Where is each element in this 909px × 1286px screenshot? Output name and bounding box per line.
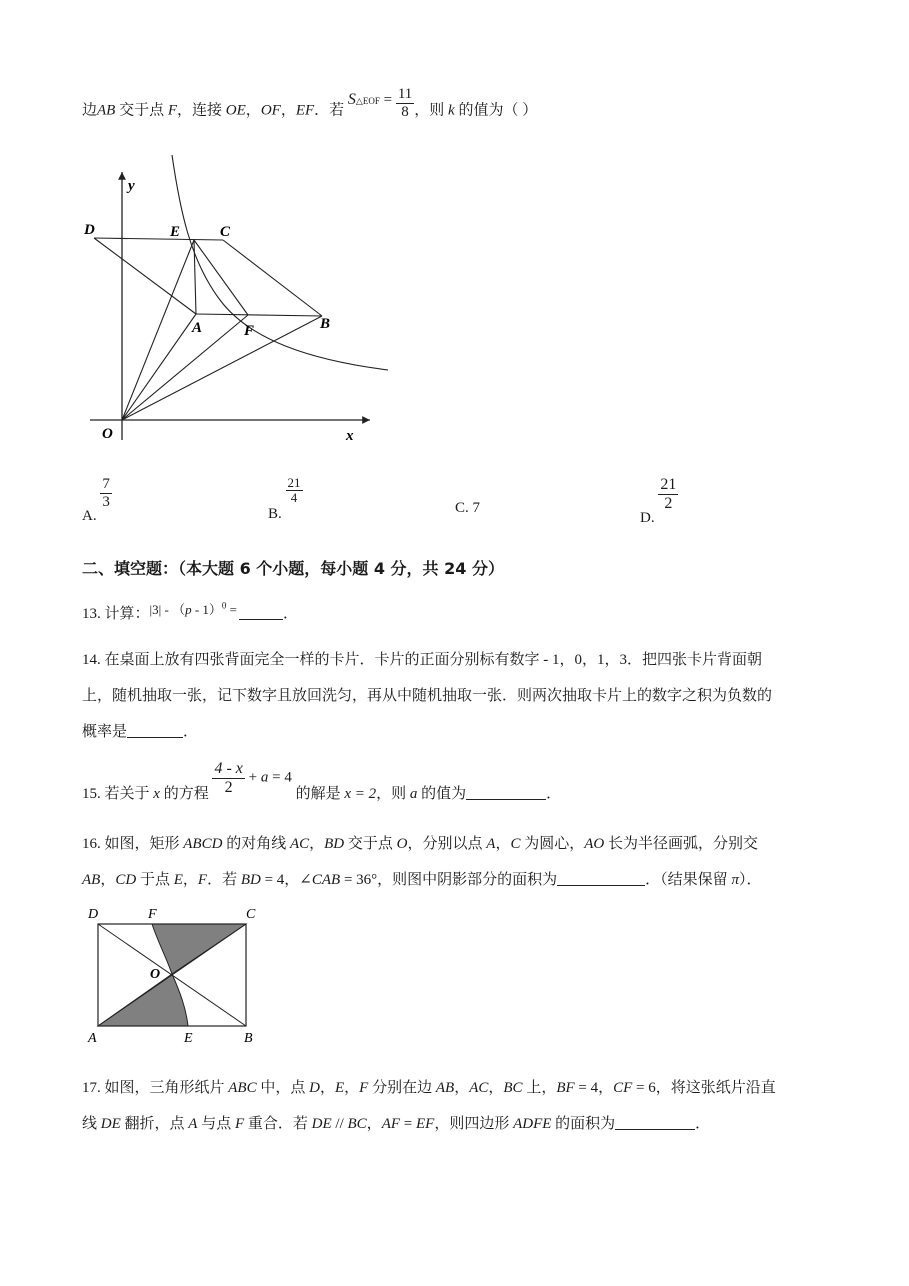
text: ．若 bbox=[207, 872, 241, 888]
segment-bd: BD bbox=[324, 836, 345, 852]
numerator: 7 bbox=[102, 476, 110, 492]
var-a: a bbox=[260, 769, 269, 786]
text: - 1） bbox=[191, 602, 222, 617]
shaded-region-bottom bbox=[98, 974, 188, 1026]
text: 16. 如图，矩形 bbox=[82, 836, 184, 852]
segment-ef: EF bbox=[415, 1116, 435, 1132]
q15-answer-blank[interactable] bbox=[466, 785, 546, 800]
text: 17. 如图，三角形纸片 bbox=[82, 1080, 229, 1096]
segment-ef: EF bbox=[295, 102, 315, 119]
solution: x = 2 bbox=[344, 785, 377, 802]
q17-answer-blank[interactable] bbox=[615, 1115, 695, 1130]
text: ， bbox=[319, 1080, 335, 1096]
text: ，则四边形 bbox=[434, 1116, 514, 1132]
denominator: 2 bbox=[224, 778, 233, 796]
text: ， bbox=[309, 836, 325, 852]
option-c-value: 7 bbox=[472, 500, 481, 516]
text: ， bbox=[245, 102, 261, 119]
segment-ao: AO bbox=[584, 836, 605, 852]
segment-ac: AC bbox=[289, 836, 310, 852]
option-d[interactable] bbox=[640, 476, 678, 526]
text: 交于点 bbox=[115, 102, 168, 119]
label-b: B bbox=[320, 316, 331, 332]
q12-tail-line bbox=[82, 86, 538, 128]
denominator: 8 bbox=[401, 103, 409, 120]
var-x: x bbox=[153, 785, 160, 802]
point-f: F bbox=[234, 1116, 245, 1132]
text: 分别在边 bbox=[368, 1080, 436, 1096]
segment-ab bbox=[196, 314, 322, 316]
option-letter: C. bbox=[455, 500, 469, 516]
text: 的对角线 bbox=[222, 836, 290, 852]
question-15 bbox=[82, 760, 562, 802]
text: ， bbox=[100, 872, 116, 888]
point-e: E bbox=[173, 872, 183, 888]
text: 的面积为 bbox=[551, 1116, 616, 1132]
question-14-line-3 bbox=[82, 720, 198, 741]
label-o: O bbox=[102, 426, 113, 442]
segment-ef bbox=[194, 240, 248, 315]
segment-cf: CF bbox=[613, 1080, 633, 1096]
label-y: y bbox=[128, 178, 135, 194]
var-a: a bbox=[409, 785, 418, 802]
text: 的值为 bbox=[417, 785, 467, 802]
text: = 4， bbox=[574, 1080, 614, 1096]
text: // bbox=[331, 1116, 348, 1132]
pi-symbol: π bbox=[731, 872, 739, 888]
point-f: F bbox=[167, 102, 178, 119]
text: - （ bbox=[161, 602, 186, 617]
point-f: F bbox=[359, 1080, 369, 1096]
point-a: A bbox=[486, 836, 496, 852]
rect-abcd: ABCD bbox=[183, 836, 223, 852]
text: ．若 bbox=[314, 102, 348, 119]
fraction-11-8 bbox=[396, 86, 414, 120]
segment-ab: AB bbox=[97, 102, 116, 119]
point-o: O bbox=[396, 836, 408, 852]
text: 长为半径画弧，分别交 bbox=[604, 836, 758, 852]
question-14-line-1: 14. 在桌面上放有四张背面完全一样的卡片．卡片的正面分别标有数字 - 1，0，1，3．把四张卡片背面朝 bbox=[82, 652, 762, 668]
angle-cab: CAB bbox=[311, 872, 341, 888]
text: 翻折，点 bbox=[120, 1116, 189, 1132]
denominator: 2 bbox=[664, 494, 673, 512]
text: 交于点 bbox=[344, 836, 397, 852]
point-e: E bbox=[334, 1080, 345, 1096]
text: = 6，将这张纸片沿直 bbox=[632, 1080, 776, 1096]
label-d: D bbox=[84, 222, 95, 238]
option-a[interactable] bbox=[82, 476, 112, 525]
segment-ab: AB bbox=[435, 1080, 455, 1096]
q14-answer-blank[interactable] bbox=[127, 723, 183, 738]
text: 的解是 bbox=[291, 785, 345, 802]
shaded-region-top bbox=[152, 924, 246, 974]
area-symbol: S bbox=[347, 91, 356, 109]
text: ， bbox=[344, 1080, 360, 1096]
numerator: 4 - x bbox=[214, 760, 243, 777]
segment-cd: CD bbox=[115, 872, 137, 888]
equals-4: = 4 bbox=[268, 769, 292, 786]
figure-rectangle-arcs bbox=[84, 902, 274, 1048]
denominator: 3 bbox=[102, 493, 110, 510]
text: 为圆心， bbox=[520, 836, 585, 852]
text: 边 bbox=[82, 102, 98, 119]
q15-fraction bbox=[212, 760, 244, 796]
q13-expression bbox=[150, 599, 238, 618]
triangle-abc: ABC bbox=[228, 1080, 257, 1096]
label-f: F bbox=[148, 907, 157, 922]
segment-ob bbox=[122, 316, 322, 420]
option-letter: D. bbox=[640, 509, 655, 526]
figure-hyperbola-parallelogram bbox=[80, 150, 400, 450]
option-letter: B. bbox=[268, 506, 282, 523]
equals: = bbox=[383, 92, 393, 109]
label-c: C bbox=[246, 907, 256, 922]
option-letter: A. bbox=[82, 508, 97, 525]
area-subscript: △EOF bbox=[355, 96, 380, 107]
segment-dc bbox=[94, 238, 223, 240]
point-f: F bbox=[197, 872, 208, 888]
text: 中，点 bbox=[256, 1080, 310, 1096]
segment-of bbox=[122, 315, 248, 420]
text: 的值为（ ） bbox=[454, 102, 538, 119]
text: ． bbox=[183, 724, 199, 740]
text: ， bbox=[488, 1080, 504, 1096]
text: ， bbox=[495, 836, 511, 852]
text: ． bbox=[546, 785, 562, 802]
exponent: 0 bbox=[221, 600, 227, 611]
option-b[interactable] bbox=[268, 475, 303, 523]
numerator: 21 bbox=[287, 475, 301, 490]
text: ， bbox=[182, 872, 198, 888]
question-13 bbox=[82, 602, 298, 623]
segment-bc: BC bbox=[347, 1116, 367, 1132]
plus: + bbox=[244, 769, 261, 786]
segment-cb bbox=[223, 240, 322, 316]
q16-answer-blank[interactable] bbox=[557, 871, 645, 886]
question-16-line-2 bbox=[82, 868, 761, 889]
segment-ab: AB bbox=[82, 872, 101, 888]
text: 15. 若关于 bbox=[82, 785, 154, 802]
text: ， bbox=[454, 1080, 470, 1096]
text: ． bbox=[695, 1116, 711, 1132]
text: 于点 bbox=[136, 872, 174, 888]
label-f: F bbox=[244, 323, 255, 339]
text: ． bbox=[283, 606, 299, 622]
segment-af: AF bbox=[381, 1116, 401, 1132]
text: ，则 bbox=[414, 102, 449, 119]
segment-oe: OE bbox=[225, 102, 246, 119]
quad-adfe: ADFE bbox=[513, 1116, 552, 1132]
numerator: 11 bbox=[397, 86, 413, 102]
label-x: x bbox=[346, 428, 354, 444]
section-heading-fill-blank: 二、填空题：（本大题 6 个小题，每小题 4 分，共 24 分） bbox=[82, 559, 504, 578]
text: = 36°，则图中阴影部分的面积为 bbox=[340, 872, 558, 888]
label-e: E bbox=[184, 1031, 193, 1046]
label-a: A bbox=[88, 1031, 97, 1046]
text: ， bbox=[280, 102, 296, 119]
question-17-line-1 bbox=[82, 1076, 776, 1097]
option-c[interactable] bbox=[455, 500, 480, 517]
text: 上， bbox=[522, 1080, 557, 1096]
segment-bc: BC bbox=[503, 1080, 523, 1096]
question-17-line-2 bbox=[82, 1112, 710, 1133]
segment-de: DE bbox=[311, 1116, 332, 1132]
abs-three: |3| bbox=[149, 602, 162, 617]
question-16-line-1 bbox=[82, 832, 758, 853]
denominator: 4 bbox=[290, 490, 298, 506]
point-d: D bbox=[309, 1080, 320, 1096]
label-a: A bbox=[192, 320, 203, 336]
segment-bd: BD bbox=[240, 872, 261, 888]
var-k: k bbox=[448, 102, 455, 119]
text: 重合．若 bbox=[244, 1116, 312, 1132]
point-a: A bbox=[188, 1116, 198, 1132]
option-d-fraction bbox=[658, 476, 678, 512]
question-14-line-2: 上，随机抽取一张，记下数字且放回洗匀，再从中随机抽取一张．则两次抽取卡片上的数字之积为负数的 bbox=[82, 688, 773, 704]
text: ，则 bbox=[376, 785, 410, 802]
pi-symbol: p bbox=[185, 602, 192, 617]
label-d: D bbox=[88, 907, 99, 922]
point-c: C bbox=[510, 836, 521, 852]
segment-de: DE bbox=[100, 1116, 121, 1132]
label-c: C bbox=[220, 224, 231, 240]
label-e: E bbox=[170, 224, 181, 240]
option-a-fraction bbox=[100, 476, 112, 510]
text: ，分别以点 bbox=[407, 836, 487, 852]
q13-prefix: 13. 计算： bbox=[82, 606, 150, 622]
q13-answer-blank[interactable] bbox=[239, 605, 283, 620]
numerator: 21 bbox=[660, 476, 677, 493]
text: ， bbox=[366, 1116, 382, 1132]
text: = 4，∠ bbox=[260, 872, 312, 888]
equals: = bbox=[226, 602, 238, 617]
text: ．（结果保留 bbox=[645, 872, 732, 888]
text: 与点 bbox=[197, 1116, 235, 1132]
text: = bbox=[400, 1116, 416, 1132]
text: 的方程 bbox=[159, 785, 213, 802]
segment-da bbox=[94, 238, 196, 314]
label-o: O bbox=[150, 967, 161, 982]
segment-ac: AC bbox=[469, 1080, 489, 1096]
text: ）． bbox=[738, 872, 762, 888]
text: ，连接 bbox=[177, 102, 226, 119]
text: 线 bbox=[82, 1116, 101, 1132]
label-b: B bbox=[244, 1031, 253, 1046]
text: 概率是 bbox=[82, 724, 128, 740]
option-b-fraction bbox=[286, 476, 303, 506]
segment-bf: BF bbox=[556, 1080, 575, 1096]
segment-of: OF bbox=[260, 102, 281, 119]
segment-ea bbox=[194, 240, 196, 314]
